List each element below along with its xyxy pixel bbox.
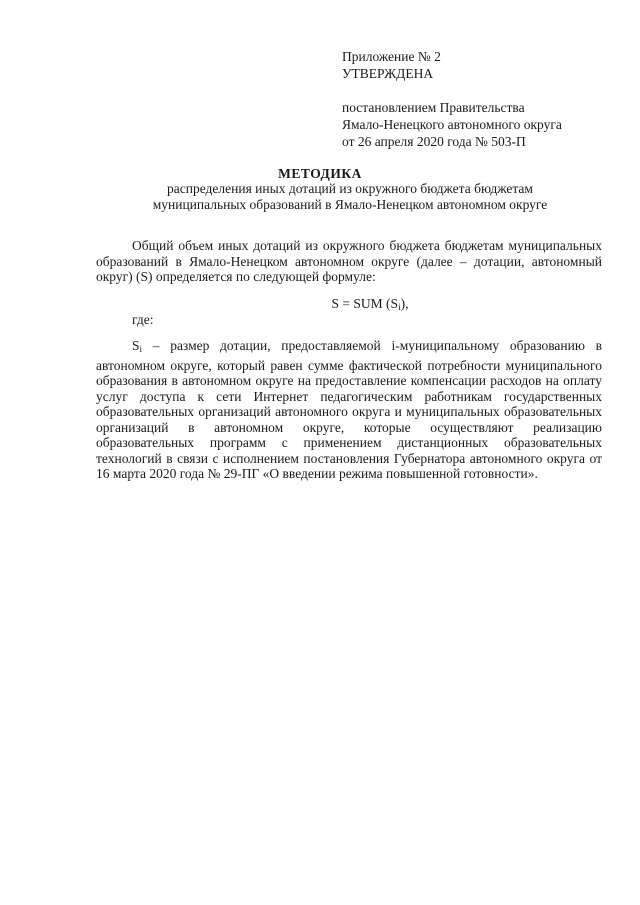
- spacer: [342, 82, 562, 99]
- definition-paragraph: [96, 338, 602, 482]
- government-line: Ямало-Ненецкого автономного округа: [342, 117, 562, 132]
- formula: [0, 296, 640, 312]
- approved-label: УТВЕРЖДЕНА: [342, 66, 434, 81]
- document-subtitle: [100, 181, 600, 212]
- intro-paragraph: Общий объем иных дотаций из окружного бюджета бюджетам муниципальных образований в Ямало-Ненецком автономном округе (далее – дотации, автономный округ) (S) определяется по следующей формуле:: [96, 238, 602, 284]
- definition-text: – размер дотации, предоставляемой i-муниципальному образованию в автономном округе, который равен сумме фактической потребности муниципального образования в автономном округе на предоставление компенсации расходов на оплату услуг доступа к сети Интернет педагогическим работникам государственных образовательных организаций автономного округа и муниципальных образовательных организаций в автономном округе, которые осуществляют реализацию образовательных программ с применением дистанционных образовательных технологий в связи с исполнением постановления Губернатора автономного округа от 16 марта 2020 года № 29-ПГ «О введении режима повышенной готовности».: [96, 338, 602, 481]
- appendix-number: Приложение № 2: [342, 49, 441, 64]
- formula-subscript: i: [398, 302, 401, 312]
- where-label: где:: [132, 312, 154, 327]
- formula-suffix: ),: [400, 296, 409, 311]
- resolution-date-line: от 26 апреля 2020 года № 503-П: [342, 134, 526, 149]
- approval-block: [342, 48, 562, 150]
- definition-symbol: S: [132, 338, 140, 353]
- formula-prefix: S = SUM (S: [331, 296, 399, 311]
- subtitle-line-2: муниципальных образований в Ямало-Ненецком автономном округе: [152, 196, 548, 212]
- resolution-line: постановлением Правительства: [342, 100, 525, 115]
- definition-subscript: i: [139, 344, 143, 354]
- subtitle-line-1: распределения иных дотаций из окружного бюджета бюджетам: [167, 181, 533, 196]
- document-title: МЕТОДИКА: [278, 166, 362, 181]
